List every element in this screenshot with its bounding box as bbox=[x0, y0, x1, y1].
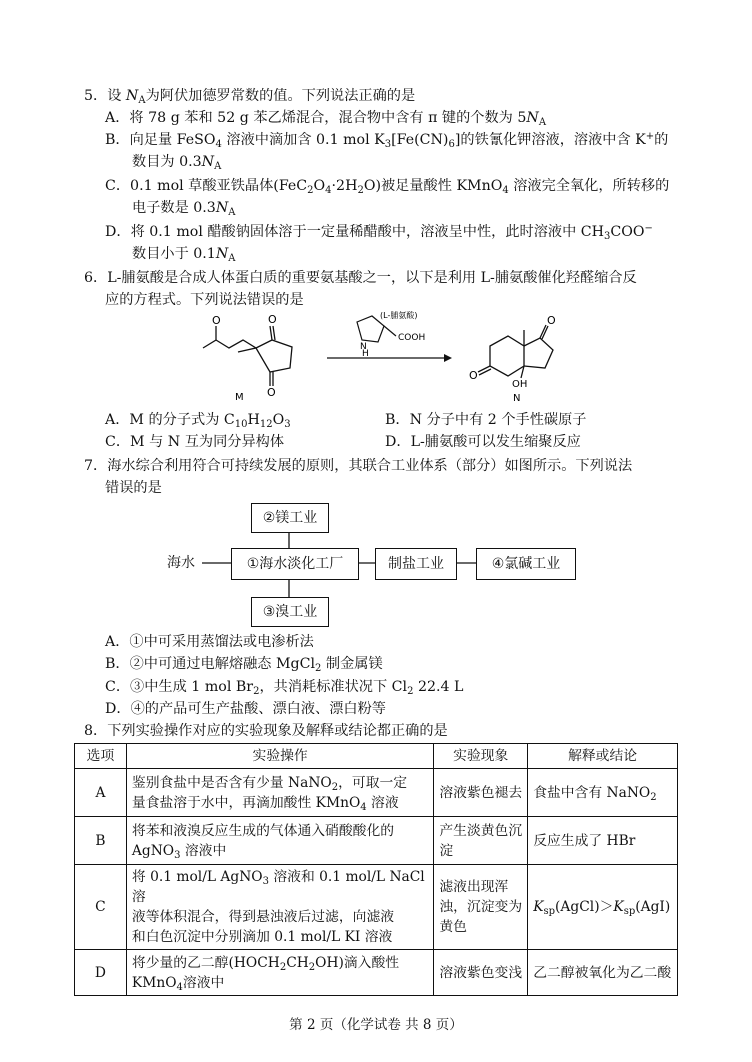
row-a-option: A bbox=[75, 769, 127, 817]
nh-label: N bbox=[360, 342, 367, 352]
row-c-option: C bbox=[75, 865, 127, 950]
label-m: M bbox=[235, 392, 244, 403]
experiment-table bbox=[74, 743, 678, 996]
q6-option-a: A．M 的分子式为 $C_{10}H_{12}O_3$ bbox=[105, 412, 291, 430]
q5-option-c-cont: 电子数是 $0.3N_A$ bbox=[132, 200, 236, 218]
row-d-conclusion: 乙二醇被氧化为乙二酸 bbox=[528, 950, 678, 996]
header-option: 选项 bbox=[75, 744, 127, 769]
q7-stem: 7．海水综合利用符合可持续发展的原则，其联合工业体系（部分）如图所示。下列说法 bbox=[84, 458, 633, 474]
header-operation: 实验操作 bbox=[126, 744, 433, 769]
row-b-phenomenon: 产生淡黄色沉淀 bbox=[434, 817, 528, 865]
q7-stem-cont: 错误的是 bbox=[105, 480, 162, 496]
q5-option-d-cont: 数目小于 $0.1N_A$ bbox=[132, 246, 236, 264]
q8-stem: 8．下列实验操作对应的实验现象及解释或结论都正确的是 bbox=[84, 723, 448, 739]
box-desalination-plant: ①海水淡化工厂 bbox=[231, 548, 359, 580]
q5-option-a: A．将 78 g 苯和 52 g 苯乙烯混合，混合物中含有 π 键的个数为 $5N_A$ bbox=[105, 110, 547, 128]
q6-option-c: C．M 与 N 互为同分异构体 bbox=[105, 434, 285, 450]
label-n: N bbox=[513, 393, 521, 404]
row-b-operation: 将苯和液溴反应生成的气体通入硝酸酸化的 AgNO$_3$ 溶液中 bbox=[126, 817, 433, 865]
q5-option-c: C．0.1 mol 草酸亚铁晶体$(FeC_2O_4\cdot 2H_2O)$被足量酸性 KMnO$_4$ 溶液完全氧化，所转移的 bbox=[105, 178, 670, 196]
q7-option-a: A．①中可采用蒸馏法或电渗析法 bbox=[105, 634, 314, 650]
row-c-phenomenon: 滤液出现浑浊，沉淀变为黄色 bbox=[434, 865, 528, 950]
page-footer: 第 2 页（化学试卷 共 8 页） bbox=[289, 1017, 463, 1033]
q6-option-d: D．L-脯氨酸可以发生缩聚反应 bbox=[385, 434, 581, 450]
q7-option-d: D．④的产品可生产盐酸、漂白液、漂白粉等 bbox=[105, 701, 386, 717]
svg-text:O: O bbox=[212, 314, 221, 327]
q5-option-d: D．将 0.1 mol 醋酸钠固体溶于一定量稀醋酸中，溶液呈中性，此时溶液中 $CH_3COO^-$ bbox=[105, 223, 653, 242]
table-row-b bbox=[75, 817, 678, 865]
q6-option-b: B．N 分子中有 2 个手性碳原子 bbox=[385, 412, 587, 428]
q5-option-b: B．向足量 FeSO$_4$ 溶液中滴加含 0.1 mol $K_3[Fe(CN)_6]$的铁氰化钾溶液，溶液中含 K+的 bbox=[105, 131, 669, 150]
q6-stem-cont: 应的方程式。下列说法错误的是 bbox=[105, 292, 304, 308]
svg-text:O: O bbox=[469, 369, 478, 382]
box-magnesium-industry: ②镁工业 bbox=[251, 503, 329, 533]
table-row-a bbox=[75, 769, 678, 817]
q7-option-c: C．③中生成 1 mol $Br_2$，共消耗标准状况下 $Cl_2$ 22.4 L bbox=[105, 679, 464, 697]
table-row-c bbox=[75, 865, 678, 950]
q5-option-b-cont: 数目为 $0.3N_A$ bbox=[132, 154, 222, 172]
cooh-label: COOH bbox=[398, 333, 426, 343]
q6-stem: 6．L-脯氨酸是合成人体蛋白质的重要氨基酸之一，以下是利用 L-脯氨酸催化羟醛缩合反 bbox=[84, 270, 637, 286]
row-b-conclusion: 反应生成了 HBr bbox=[528, 817, 678, 865]
box-salt-industry: 制盐工业 bbox=[375, 548, 457, 580]
box-chlor-alkali-industry: ④氯碱工业 bbox=[476, 548, 576, 580]
oh-label: OH bbox=[512, 379, 528, 390]
header-phenomenon: 实验现象 bbox=[434, 744, 528, 769]
row-d-phenomenon: 溶液紫色变浅 bbox=[434, 950, 528, 996]
row-b-option: B bbox=[75, 817, 127, 865]
row-c-conclusion: $K_{sp}(AgCl)>K_{sp}(AgI)$ bbox=[528, 865, 678, 950]
svg-text:O: O bbox=[268, 313, 277, 326]
box-bromine-industry: ③溴工业 bbox=[251, 597, 329, 627]
table-row-d bbox=[75, 950, 678, 996]
catalyst-label: (L-脯氨酸) bbox=[380, 311, 418, 320]
h-label: H bbox=[362, 349, 369, 359]
row-a-conclusion: 食盐中含有 NaNO$_2$ bbox=[528, 769, 678, 817]
row-c-operation: 将 0.1 mol/L AgNO$_3$ 溶液和 0.1 mol/L NaCl 溶 液等体积混合，得到悬浊液后过滤，向滤液 和白色沉淀中分别滴加 0.1 mol/L KI 溶液 bbox=[126, 865, 433, 950]
seawater-label: 海水 bbox=[167, 555, 195, 571]
header-conclusion: 解释或结论 bbox=[528, 744, 678, 769]
q5-stem: 5．设 $N_A$为阿伏加德罗常数的值。下列说法正确的是 bbox=[84, 88, 416, 106]
row-a-operation: 鉴别食盐中是否含有少量 NaNO$_2$，可取一定 量食盐溶于水中，再滴加酸性 KMnO$_4$ 溶液 bbox=[126, 769, 433, 817]
row-d-operation: 将少量的乙二醇$(HOCH_2CH_2OH)$滴入酸性 KMnO$_4$溶液中 bbox=[126, 950, 433, 996]
svg-text:O: O bbox=[547, 314, 556, 327]
q7-option-b: B．②中可通过电解熔融态 MgCl$_2$ 制金属镁 bbox=[105, 656, 383, 674]
svg-text:O: O bbox=[267, 386, 276, 399]
row-a-phenomenon: 溶液紫色褪去 bbox=[434, 769, 528, 817]
row-d-option: D bbox=[75, 950, 127, 996]
table-header-row bbox=[75, 744, 678, 769]
